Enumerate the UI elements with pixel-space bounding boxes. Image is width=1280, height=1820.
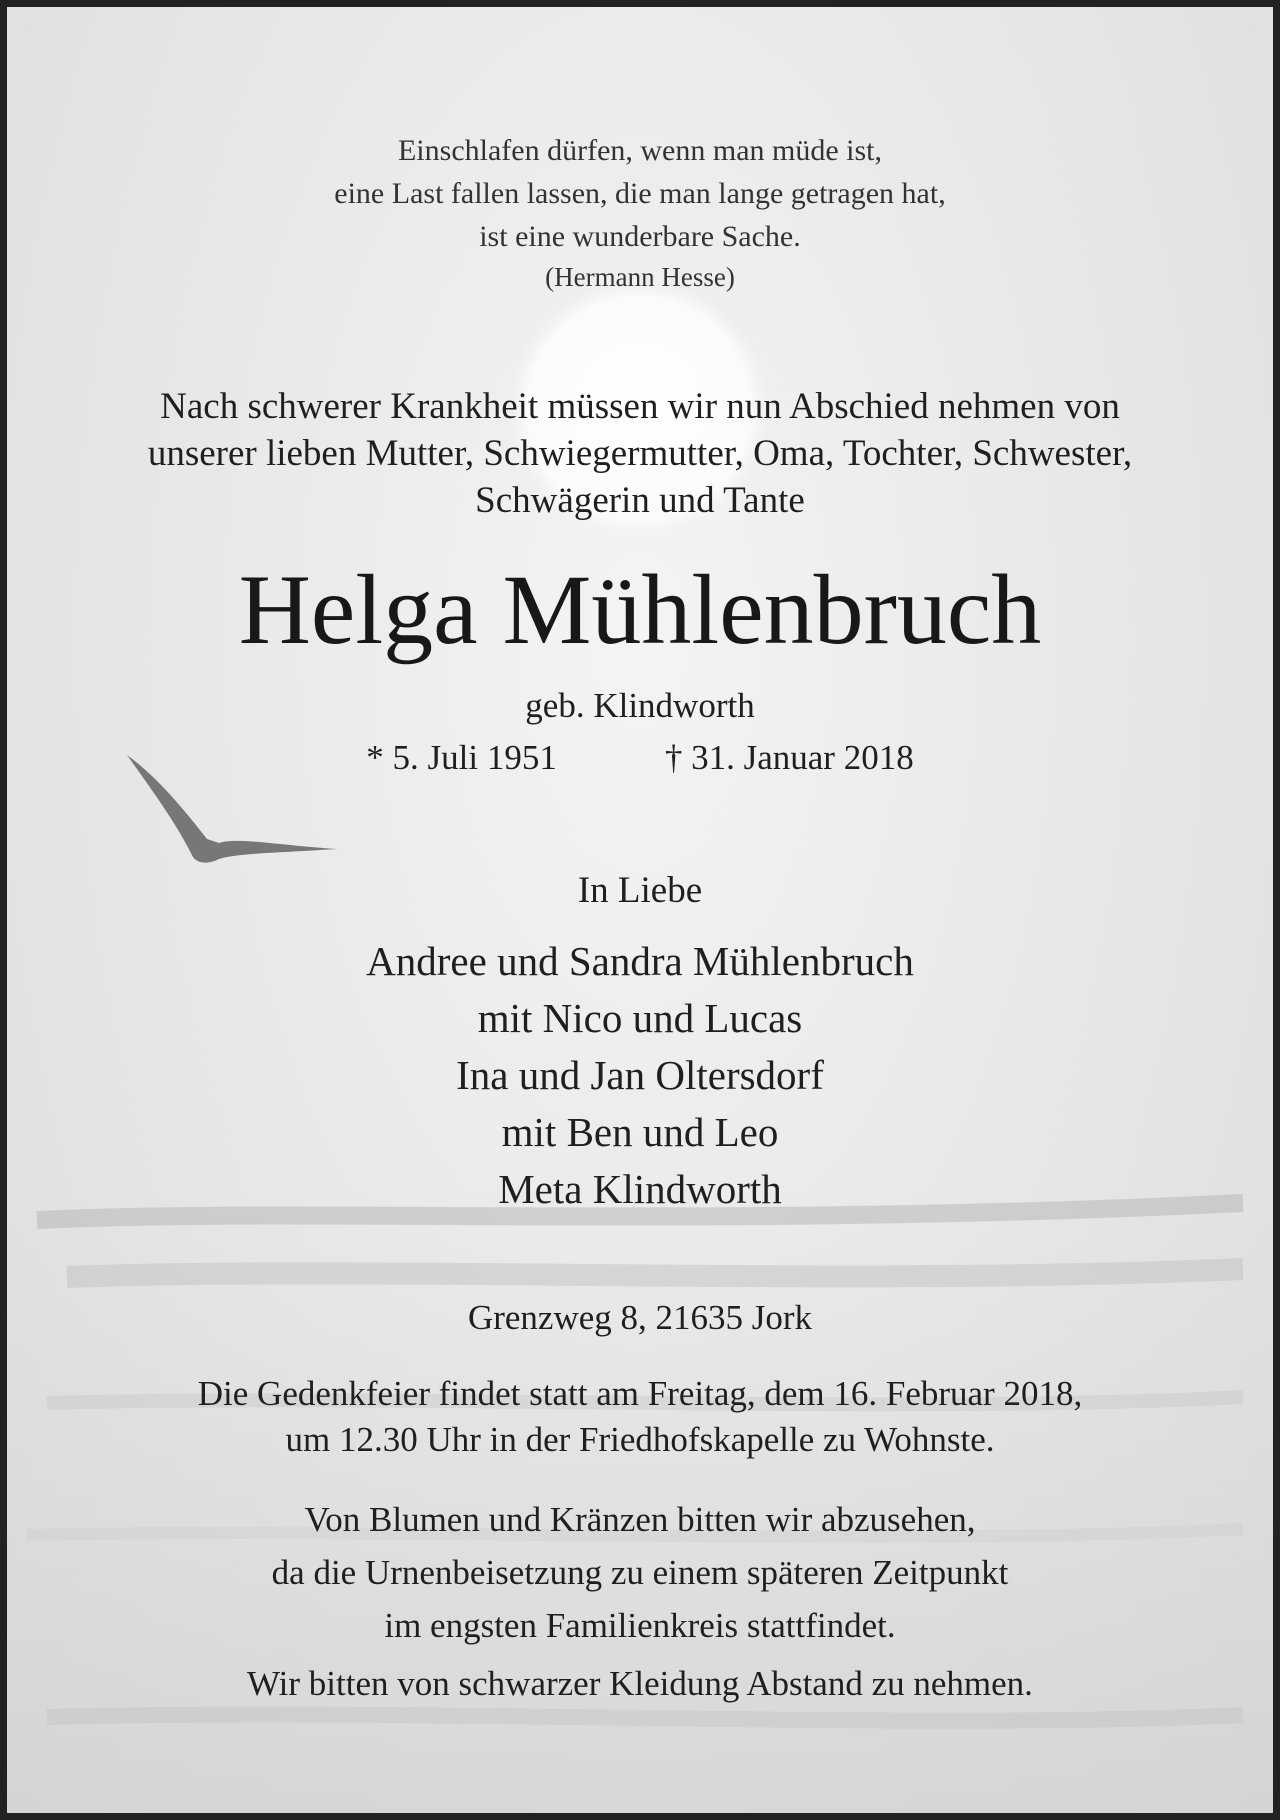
mourner-line: Ina und Jan Oltersdorf: [456, 1052, 824, 1098]
intro-line: unserer lieben Mutter, Schwiegermutter, Oma, Tochter, Schwester,: [147, 433, 1133, 474]
mourner-line: mit Nico und Lucas: [477, 995, 803, 1041]
flowers-line: Von Blumen und Kränzen bitten wir abzusehen,: [304, 1500, 976, 1539]
mourner-line: Meta Klindworth: [498, 1166, 782, 1212]
death-date: † 31. Januar 2018: [664, 738, 914, 777]
flowers-line: da die Urnenbeisetzung zu einem späteren Zeitpunkt: [271, 1553, 1009, 1592]
quote-line: ist eine wunderbare Sache.: [479, 220, 801, 253]
intro-line: Schwägerin und Tante: [475, 480, 805, 521]
flowers-note: [7, 1493, 1273, 1652]
deceased-name: Helga Mühlenbruch: [238, 554, 1042, 665]
intro-line: Nach schwerer Krankheit müssen wir nun Abschied nehmen von: [160, 386, 1120, 427]
address: Grenzweg 8, 21635 Jork: [467, 1298, 813, 1337]
announcement-intro: [7, 383, 1273, 524]
birth-name: geb. Klindworth: [525, 686, 755, 725]
quote-line: eine Last fallen lassen, die man lange getragen hat,: [334, 177, 946, 210]
dress-note: Wir bitten von schwarzer Kleidung Abstand zu nehmen.: [247, 1664, 1033, 1703]
mourner-line: mit Ben und Leo: [501, 1109, 779, 1155]
birth-date: * 5. Juli 1951: [366, 738, 557, 777]
life-dates: [7, 737, 1273, 779]
mourners-list: [7, 933, 1273, 1218]
signoff: In Liebe: [577, 870, 703, 911]
ceremony-line: Die Gedenkfeier findet statt am Freitag, dem 16. Februar 2018,: [197, 1374, 1083, 1413]
quote-line: Einschlafen dürfen, wenn man müde ist,: [397, 134, 883, 167]
ceremony-line: um 12.30 Uhr in der Friedhofskapelle zu Wohnste.: [285, 1420, 995, 1459]
flowers-line: im engsten Familienkreis stattfindet.: [384, 1606, 896, 1645]
mourner-line: Andree und Sandra Mühlenbruch: [366, 938, 914, 984]
ceremony-info: [7, 1371, 1273, 1463]
quote-author: (Hermann Hesse): [545, 262, 735, 292]
quote: [7, 129, 1273, 258]
